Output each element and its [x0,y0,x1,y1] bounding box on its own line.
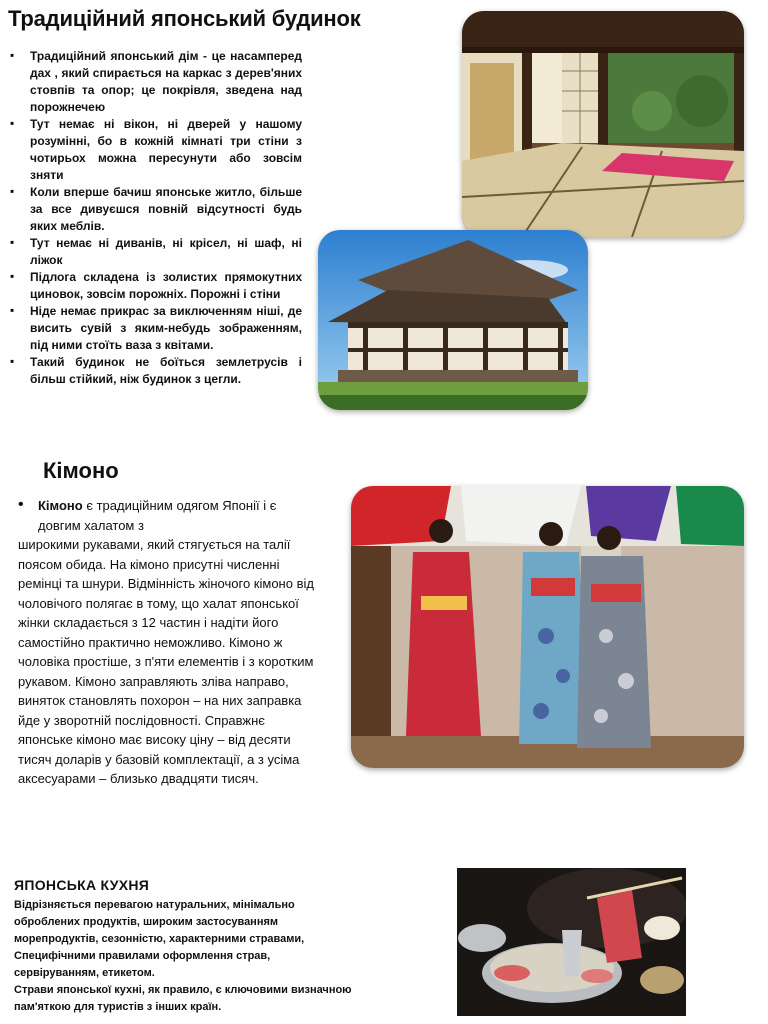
house-bullet-list [10,48,302,388]
kimono-text-first: є традиційним одягом Японії і є довгим халатом з [38,498,277,533]
list-item: ▪ Ніде немає прикрас за виключенням ніші, де висить сувій з яким-небудь зображенням, під ними стоїть ваза з квітами. [10,303,302,354]
temple-photo [318,230,588,410]
cuisine-paragraph: Страви японської кухні, як правило, є ключовими визначною пам'яткою для туристів з інших країн. [14,984,352,1013]
section-title-house: Традиційний японський будинок [8,6,361,31]
cuisine-text [14,897,354,1016]
list-item: ▪ Тут немає ні диванів, ні крісел, ні шаф, ні ліжок [10,235,302,269]
kimono-text-rest: широкими рукавами, який стягується на талії поясом обида. На кімоно присутні численні ремінці та шнури. Відмінність жіночого кімоно від чоловічого полягає в тому, що халат японської жінки складається з 12 частин і надіти його самостійно практично неможливо. Кімоно ж чоловіка простіше, з п'яти елементів і з коротким рукавом. Кімоно заправляють зліва направо, виняток становлять похорон – на них заправка йде у зворотній послідовності. Справжнє японське кімоно має високу ціну – від десяти тисяч доларів у базовій комплектації, а з усіма аксесуарами – близько двадцяти тисяч. [18,537,314,786]
cuisine-paragraph: Відрізняється перевагою натуральних, мінімально оброблених продуктів, широким застосуванням морепродуктів, сезонністю, характерними стравами, Специфічними правилами оформлення страв, сервіруванням, етикетом. [14,899,305,979]
list-item: ▪ Підлога складена із золистих прямокутних циновок, зовсім порожніх. Порожні і стіни [10,269,302,303]
kimono-bold-word: Кімоно [38,498,83,513]
food-photo [457,868,686,1016]
list-item [18,496,318,535]
list-item: ▪ Коли вперше бачиш японське житло, більше за все дивуєшся повній відсутності будь яких меблів. [10,184,302,235]
list-item: ▪ Тут немає ні вікон, ні дверей у нашому розумінні, бо в кожній кімнаті три стіни з чотирьох можна пересунути або зовсім зняти [10,116,302,184]
list-item: ▪ Традиційний японський дім - це насамперед дах , який спирається на каркас з дерев'яних стовпів та опор; це покрівля, зведена над порожнечею [10,48,302,116]
house-interior-photo [462,11,744,237]
kimono-photo [351,486,744,768]
list-item: ▪ Такий будинок не боїться землетрусів і більш стійкий, ніж будинок з цегли. [10,354,302,388]
section-title-cuisine: ЯПОНСЬКА КУХНЯ [14,877,150,893]
kimono-text [18,496,318,789]
section-title-kimono: Кімоно [43,458,119,483]
